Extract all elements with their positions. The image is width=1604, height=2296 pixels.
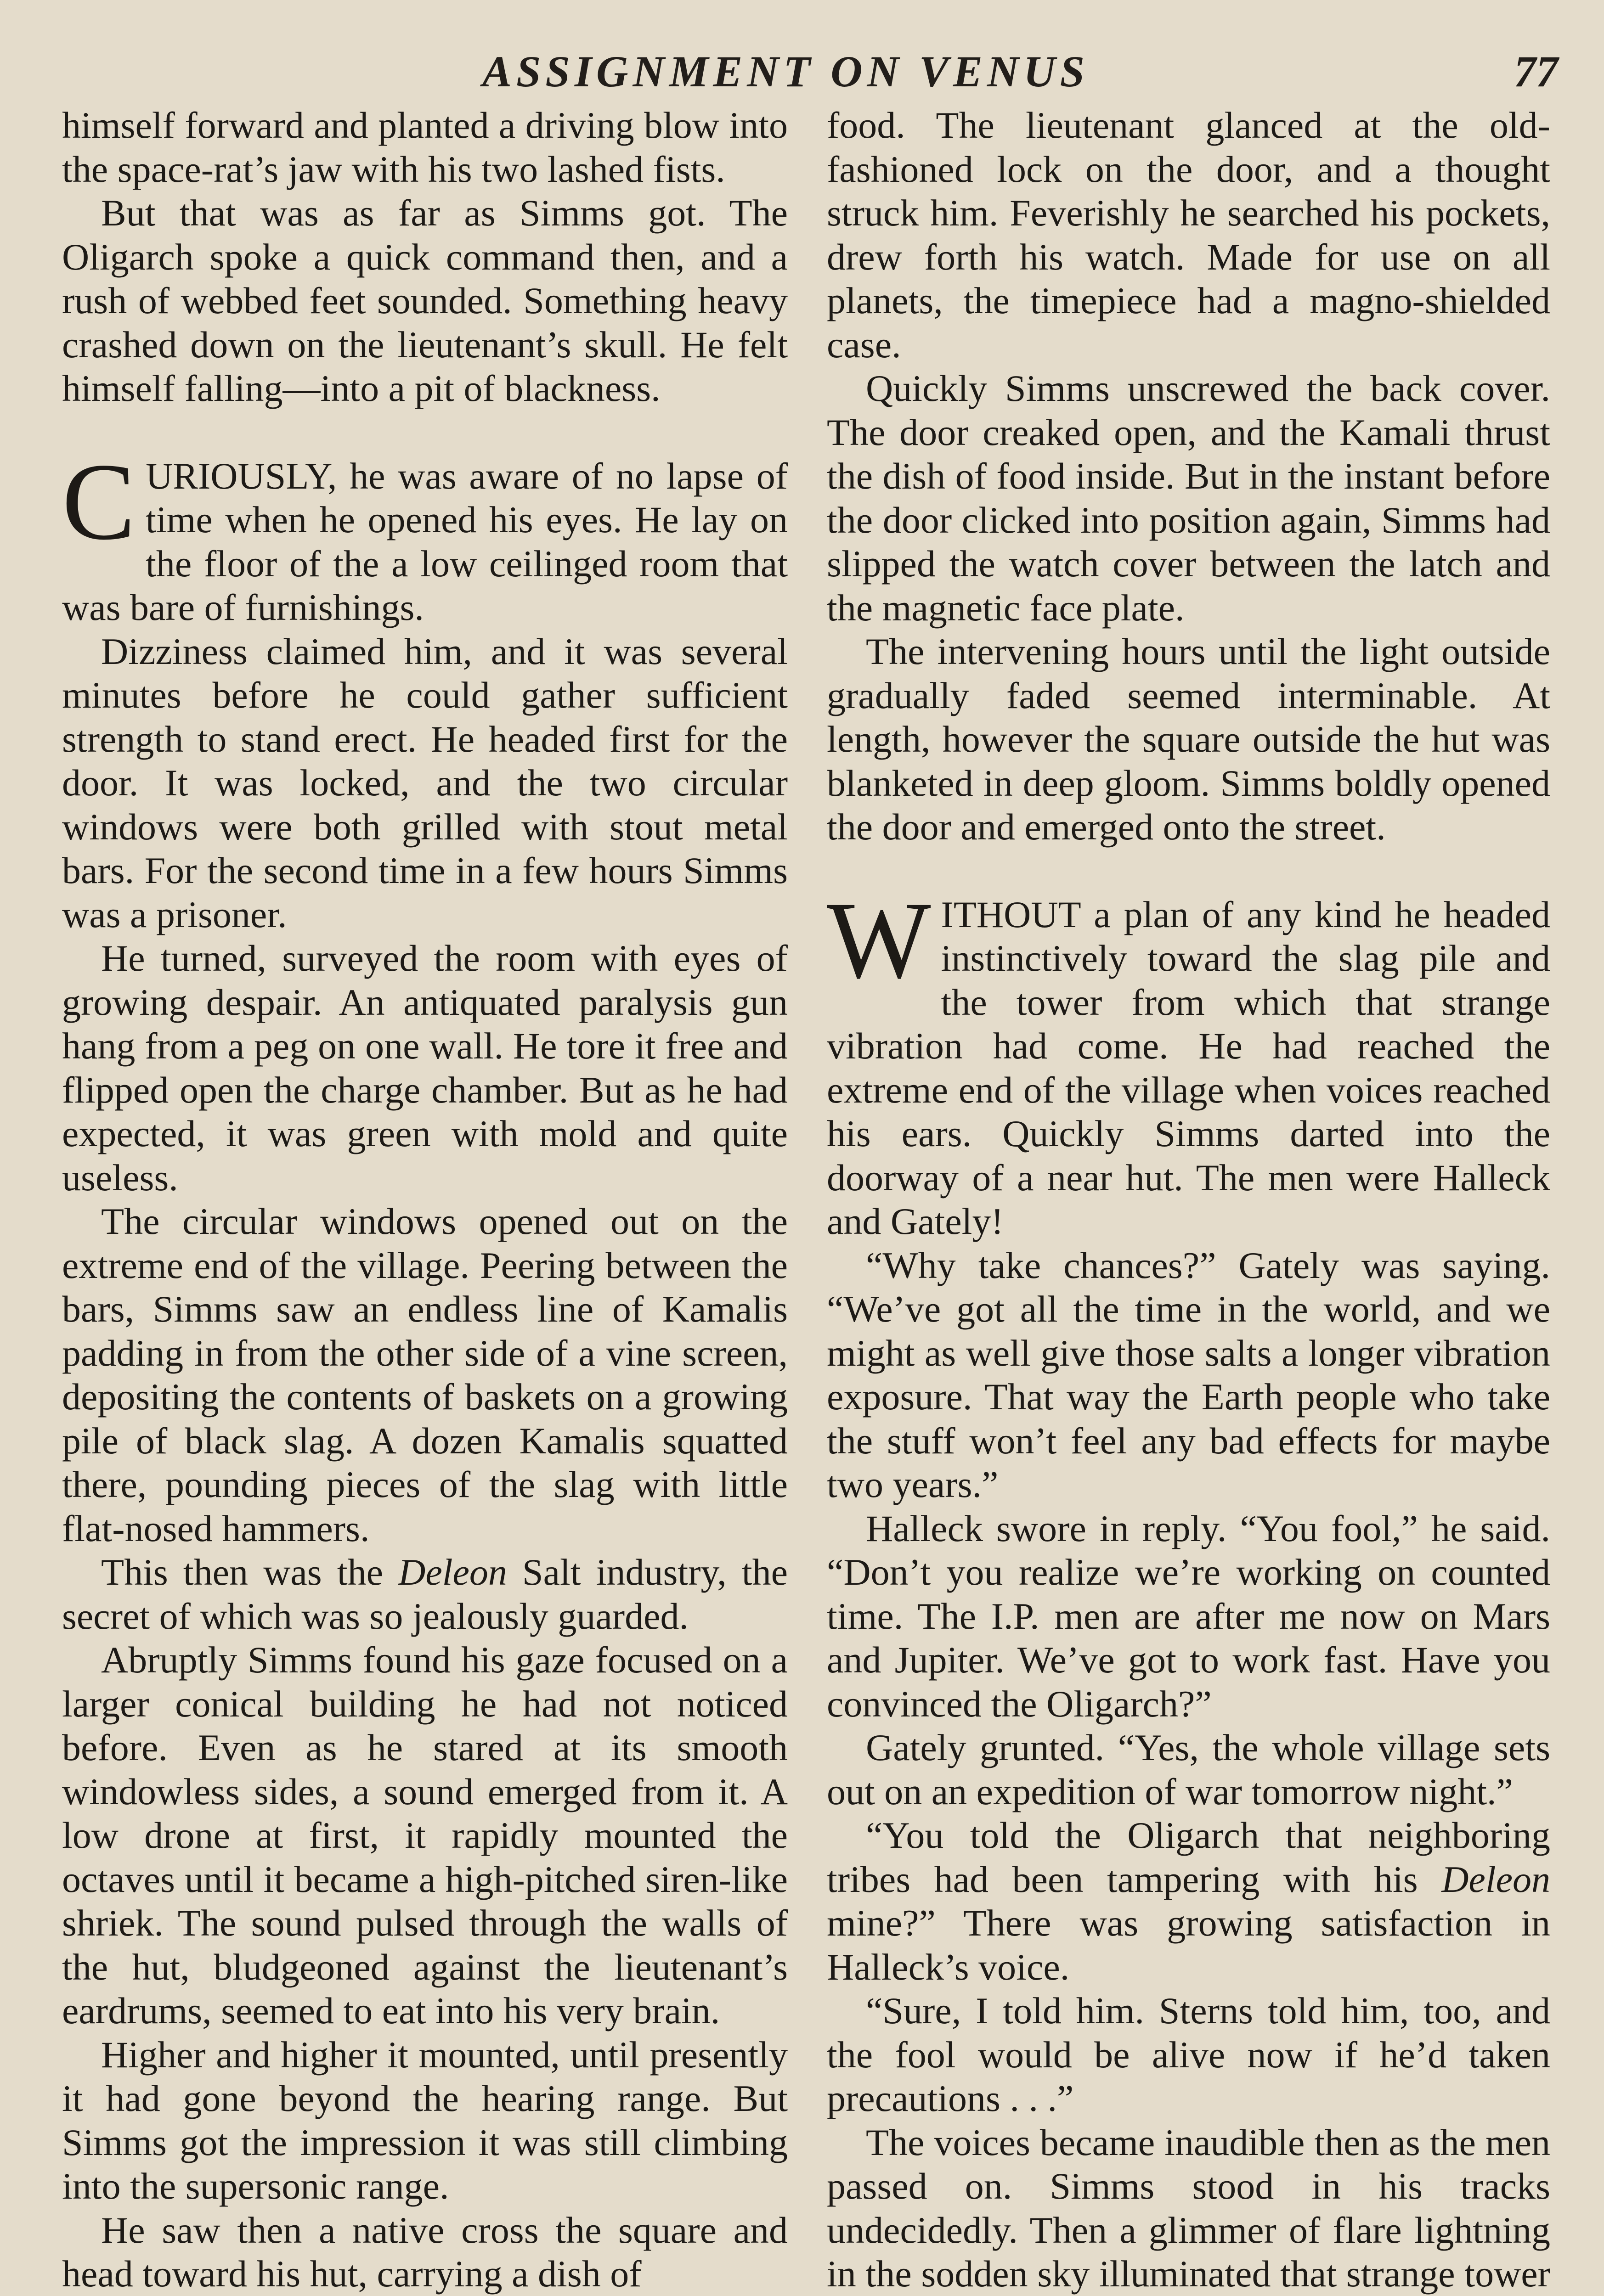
section-paragraph — [62, 440, 788, 630]
paragraph: The circular windows opened out on the extreme end of the village. Peering between the bars, Simms saw an endless line of Kamalis padding in from the other side of a vine screen, depositing the contents of baskets on a growing pile of black slag. A dozen Kamalis squatted there, pounding pieces of the slag with little flat-nosed hammers. — [62, 1200, 788, 1549]
paragraph-text: This then was the — [101, 1551, 399, 1593]
paragraph-text: ITHOUT a plan of any kind he headed instinctively toward the slag pile and the tower from which that strange vibration had come. He had reached the extreme end of the village when voices reached his ears. Quickly Simms darted into the doorway of a near hut. The men were Halleck and Gately! — [827, 893, 1550, 1242]
paragraph-text: “You told the Oligarch that neighboring tribes had been tampering with his — [827, 1814, 1550, 1900]
paragraph: Halleck swore in reply. “You fool,” he said. “Don’t you realize we’re working on counted time. The I.P. men are after me now on Mars and Jupiter. We’ve got to work fast. Have you convinced the Oligarch?” — [827, 1507, 1550, 1725]
paragraph: The voices became inaudible then as the men passed on. Simms stood in his tracks undecidedly. Then a glimmer of flare lightning in the sodden sky illuminated that strange tower — [827, 2121, 1550, 2295]
section-paragraph — [827, 878, 1550, 1244]
paragraph: Abruptly Simms found his gaze focused on a larger conical building he had not noticed before. Even as he stared at its smooth windowless sides, a sound emerged from it. A low drone at first, it rapidly mounted the octaves until it became a high-pitched siren-like shriek. The sound pulsed through the walls of the hut, bludgeoned against the lieutenant’s eardrums, seemed to eat into his very brain. — [62, 1639, 788, 2032]
paragraph: The intervening hours until the light outside gradually faded seemed interminable. At length, however the square outside the hut was blanketed in deep gloom. Simms boldly opened the door and emerged onto the street. — [827, 630, 1550, 848]
paragraph: “Sure, I told him. Sterns told him, too, and the fool would be alive now if he’d taken precautions . . .” — [827, 1990, 1550, 2119]
italic-text: Deleon — [398, 1551, 507, 1593]
paragraph: Higher and higher it mounted, until presently it had gone beyond the hearing range. But Simms got the impression it was still climbing into the supersonic range. — [62, 2033, 788, 2207]
drop-cap: W — [827, 878, 931, 1001]
paragraph: He turned, surveyed the room with eyes of growing despair. An antiquated paralysis gun hang from a peg on one wall. He tore it free and flipped open the charge chamber. But as he had expected, it was green with mold and quite useless. — [62, 937, 788, 1199]
paragraph — [827, 1813, 1550, 1989]
paragraph: Quickly Simms unscrewed the back cover. The door creaked open, and the Kamali thrust the dish of food inside. But in the instant before the door clicked into position again, Simms had slipped the watch cover between the latch and the magnetic face plate. — [827, 367, 1550, 629]
paragraph: food. The lieutenant glanced at the old-fashioned lock on the door, and a thought struck him. Feverishly he searched his pockets, drew forth his watch. Made for use on all planets, the timepiece had a magno-shielded case. — [827, 104, 1550, 366]
right-column — [827, 103, 1550, 2296]
paragraph — [62, 1550, 788, 1638]
paragraph: Gately grunted. “Yes, the whole village sets out on an expedition of war tomorrow night.” — [827, 1727, 1550, 1812]
paragraph-text: URIOUSLY, he was aware of no lapse of time when he opened his eyes. He lay on the floor of the a low ceilinged room that was bare of furnishings. — [62, 455, 788, 628]
drop-cap: C — [62, 440, 136, 563]
running-header — [0, 37, 1604, 110]
paragraph: “Why take chances?” Gately was saying. “We’ve got all the time in the world, and we might as well give those salts a longer vibration exposure. That way the Earth people who take the stuff won’t feel any bad effects for maybe two years.” — [827, 1244, 1550, 1505]
paragraph: He saw then a native cross the square and head toward his hut, carrying a dish of — [62, 2209, 788, 2295]
paragraph-text: mine?” There was growing satisfaction in Halleck’s voice. — [827, 1902, 1550, 1988]
paragraph: himself forward and planted a driving blow into the space-rat’s jaw with his two lashed fists. — [62, 104, 788, 190]
story-title: ASSIGNMENT ON VENUS — [482, 47, 1089, 96]
left-column — [62, 103, 788, 2296]
paragraph: Dizziness claimed him, and it was several minutes before he could gather sufficient strength to stand erect. He headed first for the door. It was locked, and the two circular windows were both grilled with stout metal bars. For the second time in a few hours Simms was a prisoner. — [62, 630, 788, 935]
paragraph-text: Salt industry, the secret of which was so jealously guarded. — [62, 1551, 788, 1637]
page-number: 77 — [1514, 47, 1558, 96]
italic-text: Deleon — [1441, 1858, 1550, 1900]
paragraph: But that was as far as Simms got. The Oligarch spoke a quick command then, and a rush of webbed feet sounded. Something heavy crashed down on the lieutenant’s skull. He felt himself falling—into a pit of blackness. — [62, 192, 788, 409]
